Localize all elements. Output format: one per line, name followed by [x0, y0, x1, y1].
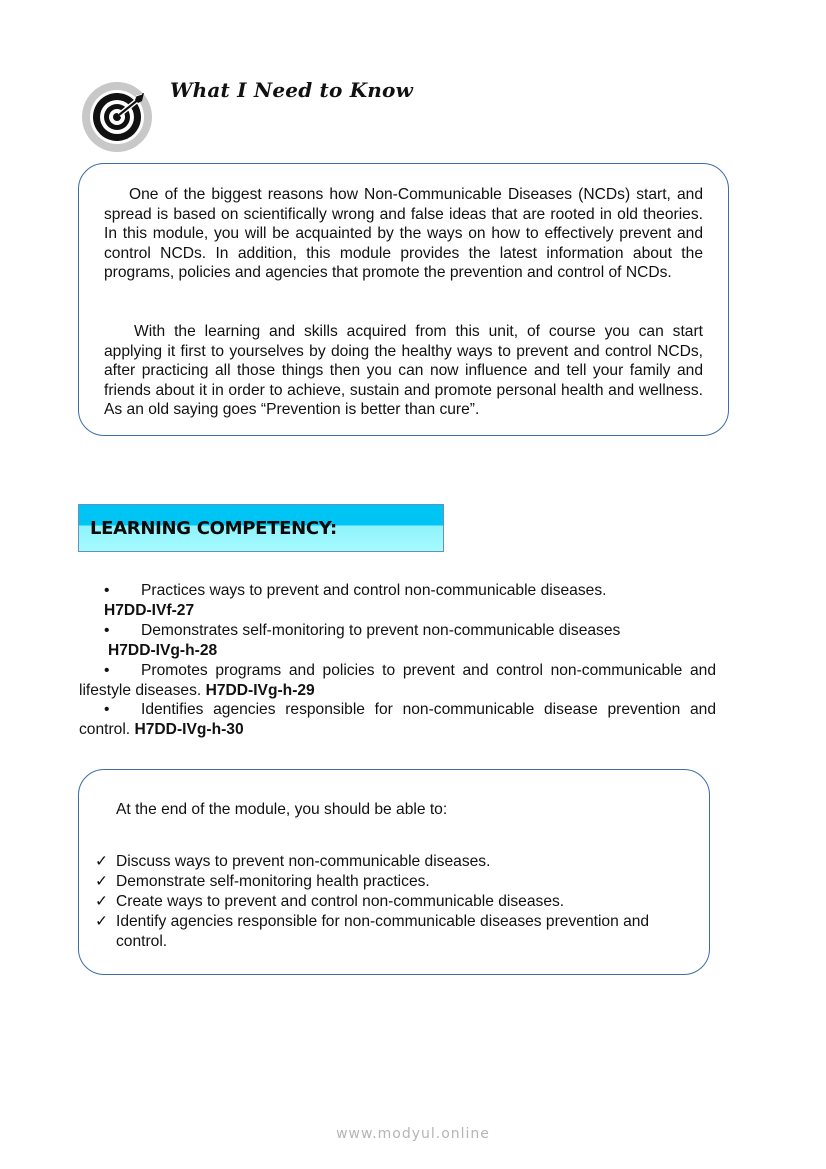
- watermark-link[interactable]: www.modyul.online: [336, 1126, 490, 1142]
- objective-item: [95, 912, 700, 952]
- competency-code: H7DD-IVg-h-28: [108, 641, 218, 659]
- checkmark-icon: ✓: [95, 853, 109, 870]
- objective-item: [95, 892, 700, 912]
- competency-code: H7DD-IVg-h-29: [205, 681, 315, 699]
- checkmark-icon: ✓: [95, 873, 109, 890]
- competency-text: Promotes programs and policies to prevent and control non-communicable and lifestyle diseases.: [79, 662, 716, 699]
- competency-text: Demonstrates self-monitoring to prevent non-communicable diseases: [141, 622, 621, 639]
- intro-paragraph: One of the biggest reasons how Non-Communicable Diseases (NCDs) start, and spread is based on scientifically wrong and false ideas that are rooted in old theories. In this module, you will be acquainted by the ways on how to effectively prevent and control NCDs. In addition, this module provides the latest information about the programs, policies and agencies that promote the prevention and control of NCDs.: [104, 186, 703, 282]
- objectives-intro: At the end of the module, you should be able to:: [116, 801, 448, 818]
- competency-text: Practices ways to prevent and control non-communicable diseases.: [141, 582, 607, 599]
- section-title: What I Need to Know: [170, 78, 413, 102]
- bullet-icon: •: [104, 582, 110, 599]
- competency-item: [79, 621, 716, 660]
- competency-text: Identifies agencies responsible for non-communicable disease prevention and control.: [79, 701, 716, 738]
- competency-item: [79, 581, 716, 620]
- objective-item: [95, 872, 700, 892]
- objective-text: Create ways to prevent and control non-communicable diseases.: [116, 893, 565, 910]
- bullet-icon: •: [104, 662, 110, 679]
- target-bullseye-icon: [81, 81, 153, 153]
- competency-code: H7DD-IVf-27: [104, 601, 195, 619]
- objective-text: Demonstrate self-monitoring health practices.: [116, 873, 430, 890]
- checkmark-icon: ✓: [95, 893, 109, 910]
- objective-text: Discuss ways to prevent non-communicable diseases.: [116, 853, 491, 870]
- objective-text: Identify agencies responsible for non-communicable diseases prevention and control.: [116, 913, 650, 950]
- objective-item: [95, 852, 700, 872]
- intro-paragraph: With the learning and skills acquired from this unit, of course you can start applying it first to yourselves by doing the healthy ways to prevent and control NCDs, after practicing all those things then you can now influence and tell your family and friends about it in order to achieve, sustain and promote personal health and wellness. As an old saying goes “Prevention is better than cure”.: [104, 323, 703, 419]
- bullet-icon: •: [104, 701, 110, 718]
- competency-item: [79, 700, 716, 739]
- competency-code: H7DD-IVg-h-30: [134, 720, 244, 738]
- objectives-list: [95, 852, 700, 952]
- banner-heading: LEARNING COMPETENCY:: [90, 518, 337, 539]
- competency-item: [79, 661, 716, 700]
- learning-competency-banner: [78, 504, 444, 552]
- checkmark-icon: ✓: [95, 913, 109, 930]
- bullet-icon: •: [104, 622, 110, 639]
